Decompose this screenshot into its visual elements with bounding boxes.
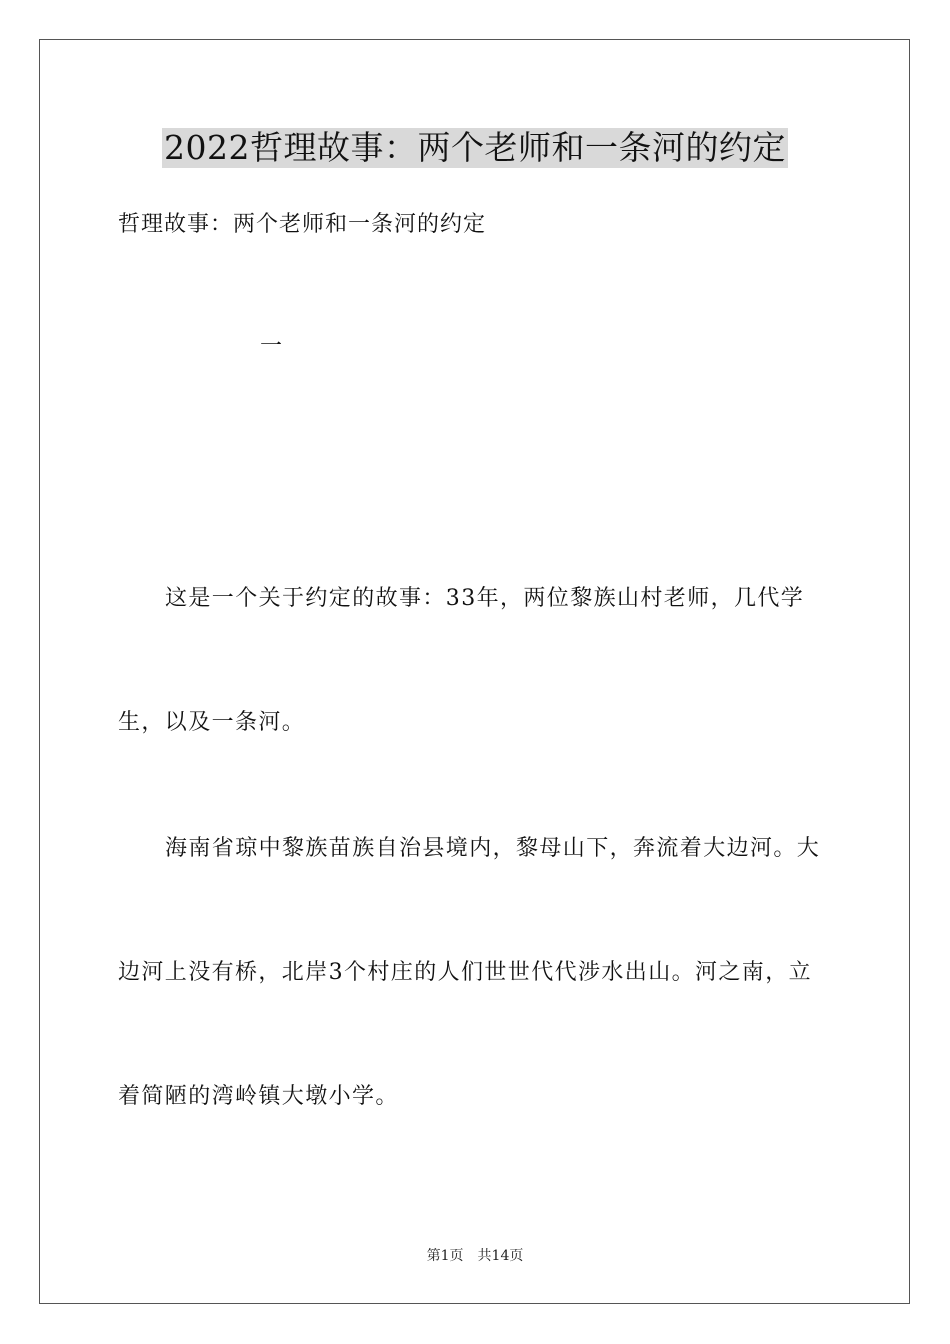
paragraph-line: 海南省琼中黎族苗族自治县境内，黎母山下，奔流着大边河。大	[165, 836, 821, 861]
page-number: 第1页	[426, 1248, 464, 1264]
document-title: 2022哲理故事：两个老师和一条河的约定	[164, 128, 786, 167]
paragraph-line: 生，以及一条河。	[118, 710, 306, 735]
paragraph-line: 边河上没有桥，北岸3个村庄的人们世世代代涉水出山。河之南，立	[118, 960, 812, 985]
page-total: 共14页	[477, 1248, 524, 1264]
title-container	[0, 128, 950, 168]
paragraph-line: 着简陋的湾岭镇大墩小学。	[118, 1084, 399, 1109]
section-number: 一	[260, 334, 283, 359]
document-subtitle: 哲理故事：两个老师和一条河的约定	[118, 212, 487, 237]
paragraph-line: 这是一个关于约定的故事：33年，两位黎族山村老师，几代学	[165, 586, 805, 611]
page-footer	[0, 1247, 950, 1265]
